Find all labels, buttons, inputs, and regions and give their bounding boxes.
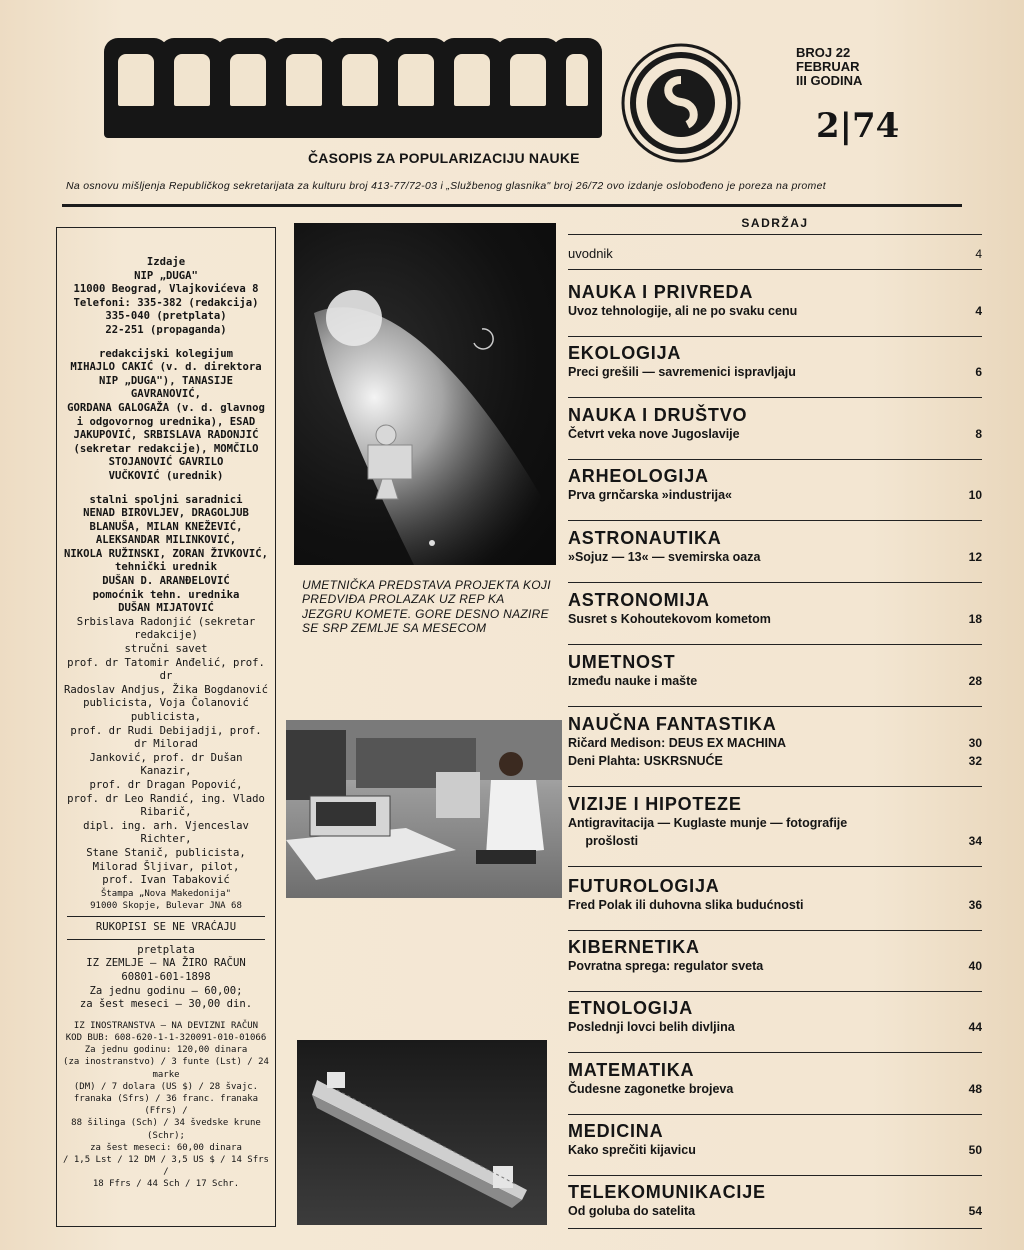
colophon-line: za šest meseci: 60,00 dinara <box>90 1142 242 1153</box>
page-number: 4 <box>975 247 982 261</box>
colophon-line: 11000 Beograd, Vlajkovićeva 8 <box>73 283 259 296</box>
colophon-line: prof. dr Rudi Debijadji, prof. dr Milorad <box>70 724 262 751</box>
article-title: Poslednji lovci belih divljina <box>568 1020 735 1034</box>
page-number: 4 <box>975 304 982 318</box>
article-title: Od goluba do satelita <box>568 1204 696 1218</box>
article-entry <box>568 672 982 690</box>
article-entry <box>568 1080 982 1098</box>
colophon-line: za šest meseci – 30,00 din. <box>79 998 253 1011</box>
article-title: Susret s Kohoutekovom kometom <box>568 612 771 626</box>
article-title: Između nauke i mašte <box>568 674 698 688</box>
contents-entry <box>568 998 982 1053</box>
collaborators-block <box>61 494 271 616</box>
colophon-line: NIKOLA RUŽINSKI, ZORAN ŽIVKOVIĆ, <box>63 547 269 560</box>
colophon-line: NENAD BIROVLJEV, DRAGOLJUB <box>83 507 249 520</box>
table-of-contents <box>568 216 982 1218</box>
article-entry <box>568 832 982 850</box>
colophon-line: Janković, prof. dr Dušan Kanazir, <box>89 751 243 778</box>
contents-entry <box>568 245 982 270</box>
section-title: EKOLOGIJA <box>568 343 682 363</box>
contents-entry <box>568 1182 982 1229</box>
contents-entry <box>568 794 982 867</box>
colophon-line: prof. dr Dragan Popović, <box>89 778 243 791</box>
comet-probe-illustration <box>294 223 556 565</box>
page-number: 18 <box>968 612 982 626</box>
article-entry <box>568 486 982 504</box>
article-entry <box>568 734 982 752</box>
page-number: 40 <box>968 959 982 973</box>
colophon-line: pretplata <box>137 943 195 956</box>
article-title: »Sojuz — 13« — svemirska oaza <box>568 550 761 564</box>
article-title: Ričard Medison: DEUS EX MACHINA <box>568 736 787 750</box>
colophon-line: redakcijski kolegijum <box>99 347 233 360</box>
section-title: ASTRONOMIJA <box>568 590 710 610</box>
page-number: 28 <box>968 674 982 688</box>
colophon-line: ALEKSANDAR MILINKOVIĆ, <box>95 534 237 547</box>
article-entry <box>568 1202 982 1220</box>
page-number: 30 <box>968 736 982 750</box>
colophon-line: prof. dr Leo Randić, ing. Vlado Ribarič, <box>67 792 265 819</box>
contents-entry <box>568 590 982 645</box>
article-entry <box>568 302 982 320</box>
colophon-line: 60801-601-1898 <box>121 970 211 983</box>
article-title: Uvoz tehnologije, ali ne po svaku cenu <box>568 304 798 318</box>
publisher-block <box>61 256 271 338</box>
colophon-line: Stane Stanič, publicista, <box>86 846 246 859</box>
section-title: VIZIJE I HIPOTEZE <box>568 794 742 814</box>
galaxy-emblem-icon <box>620 42 742 164</box>
article-title: prošlosti <box>568 834 639 848</box>
colophon-line: Za jednu godinu: 120,00 dinara <box>84 1045 248 1056</box>
issue-info <box>796 46 862 88</box>
contents-entry <box>568 714 982 787</box>
page-number: 44 <box>968 1020 982 1034</box>
contents-entry <box>568 528 982 583</box>
section-title: MEDICINA <box>568 1121 664 1141</box>
article-title: Prva grnčarska »industrija« <box>568 488 732 502</box>
article-title: Fred Polak ili duhovna slika budućnosti <box>568 898 804 912</box>
colophon-line: DUŠAN MIJATOVIĆ <box>118 602 214 615</box>
colophon-line: Radoslav Andjus, Žika Bogdanović <box>63 683 269 696</box>
colophon-line: (za inostranstvo) / 3 funte (Lst) / 24 marke <box>63 1057 269 1080</box>
colophon-line: VUČKOVIĆ (urednik) <box>108 469 224 482</box>
divider <box>62 204 962 207</box>
page-number: 34 <box>968 834 982 848</box>
article-title: Antigravitacija — Kuglaste munje — fotografije <box>568 816 848 830</box>
computer-room-photo <box>286 720 562 898</box>
colophon-line: IZ ZEMLJE – NA ŽIRO RAČUN <box>86 957 246 970</box>
colophon-box <box>56 227 276 1227</box>
contents-entry <box>568 1060 982 1115</box>
page-number: 36 <box>968 898 982 912</box>
page-number: 6 <box>975 365 982 379</box>
article-entry <box>568 1018 982 1036</box>
article-entry <box>568 1141 982 1159</box>
colophon-line: / 1,5 Lst / 12 DM / 3,5 US $ / 14 Sfrs / <box>63 1154 269 1178</box>
issue-code: 2|74 <box>816 106 900 146</box>
contents-entry <box>568 937 982 992</box>
colophon-line: 22-251 (propaganda) <box>105 323 227 336</box>
colophon-line: Izdaje <box>146 256 186 268</box>
section-title: MATEMATIKA <box>568 1060 695 1080</box>
section-title: TELEKOMUNIKACIJE <box>568 1182 766 1202</box>
article-title: uvodnik <box>568 246 613 261</box>
section-title: UMETNOST <box>568 652 676 672</box>
colophon-line: franaka (Sfrs) / 36 franc. franaka (Ffrs) / <box>73 1093 259 1117</box>
article-entry <box>568 548 982 566</box>
issue-month: FEBRUAR <box>796 59 860 74</box>
contents-entry <box>568 466 982 521</box>
colophon-line: stručni savet <box>124 643 208 656</box>
article-entry <box>568 752 982 770</box>
printer-block <box>61 888 271 912</box>
section-title: ARHEOLOGIJA <box>568 466 709 486</box>
colophon-line: JAKUPOVIĆ, SRBISLAVA RADONJIĆ <box>73 429 259 442</box>
colophon-line: DUŠAN D. ARANĐELOVIĆ <box>102 575 230 588</box>
colophon-line: prof. Ivan Tabaković <box>102 874 230 887</box>
colophon-line: Štampa „Nova Makedonija" <box>100 888 232 899</box>
colophon-line: Telefoni: 335-382 (redakcija) <box>73 296 259 309</box>
page-number: 32 <box>968 754 982 768</box>
page-number: 8 <box>975 427 982 441</box>
colophon-line: 18 Ffrs / 44 Sch / 17 Schr. <box>92 1179 240 1190</box>
colophon-line: publicista, Voja Čolanović publicista, <box>83 697 249 723</box>
colophon-line: NIP „DUGA" <box>134 269 198 282</box>
article-entry <box>568 610 982 628</box>
magazine-subtitle: ČASOPIS ZA POPULARIZACIJU NAUKE <box>308 150 580 166</box>
article-entry <box>568 896 982 914</box>
image-caption: UMETNIČKA PREDSTAVA PROJEKTA KOJI PREDVIĐA PROLAZAK UZ REP KA JEZGRU KOMETE. GORE DESNO NAZIRE SE SRP ZEMLJE SA MESECOM <box>302 578 551 636</box>
article-entry <box>568 363 982 381</box>
colophon-line: Milorad Šljivar, pilot, <box>92 860 240 873</box>
page-number: 54 <box>968 1204 982 1218</box>
colophon-line: IZ INOSTRANSTVA – NA DEVIZNI RAČUN <box>73 1020 259 1031</box>
article-entry <box>568 814 982 832</box>
colophon-line: dipl. ing. arh. Vjenceslav Richter, <box>83 819 249 846</box>
colophon-line: Za jednu godinu – 60,00; <box>89 984 243 997</box>
contents-entry <box>568 876 982 931</box>
issue-number-label: BROJ 22 <box>796 45 851 60</box>
section-title: FUTUROLOGIJA <box>568 876 720 896</box>
colophon-line: NIP „DUGA"), TANASIJE GAVRANOVIĆ, <box>99 374 233 401</box>
foreign-subscription-block <box>61 1020 271 1191</box>
page-number: 48 <box>968 1082 982 1096</box>
article-title: Povratna sprega: regulator sveta <box>568 959 764 973</box>
contents-entry <box>568 1121 982 1176</box>
article-title: Preci grešili — savremenici ispravljaju <box>568 365 796 379</box>
colophon-line: GORDANA GALOGAŽA (v. d. glavnog <box>67 401 265 414</box>
contents-entry <box>568 343 982 398</box>
article-title: Kako sprečiti kijavicu <box>568 1143 696 1157</box>
tanker-ship-photo <box>297 1040 547 1225</box>
issue-year: III GODINA <box>796 73 863 88</box>
colophon-line: STOJANOVIĆ GAVRILO <box>108 456 224 469</box>
page-number: 50 <box>968 1143 982 1157</box>
section-title: NAUKA I DRUŠTVO <box>568 405 748 425</box>
article-title: Čudesne zagonetke brojeva <box>568 1082 734 1096</box>
page-number: 12 <box>968 550 982 564</box>
manuscripts-notice: RUKOPISI SE NE VRAĆAJU <box>95 921 237 934</box>
editorial-board-block <box>61 348 271 484</box>
article-entry <box>568 245 982 263</box>
colophon-line: BLANUŠA, MILAN KNEŽEVIĆ, <box>89 520 243 533</box>
contents-entry <box>568 405 982 460</box>
colophon-line: Srbislava Radonjić (sekretar redakcije) <box>76 615 256 642</box>
contents-entry <box>568 282 982 337</box>
colophon-line: (DM) / 7 dolara (US $) / 28 švajc. <box>73 1081 259 1092</box>
tax-notice: Na osnovu mišljenja Republičkog sekretarijata za kulturu broj 413-77/72-03 i „Službenog glasnika" broj 26/72 ovo izdanje oslobođeno je poreza na promet <box>66 180 826 192</box>
colophon-line: MIHAJLO CAKIĆ (v. d. direktora <box>70 361 262 374</box>
expert-council-block <box>61 616 271 888</box>
colophon-line: 91000 Skopje, Bulevar JNA 68 <box>90 900 242 911</box>
page-number: 10 <box>968 488 982 502</box>
section-title: ASTRONAUTIKA <box>568 528 722 548</box>
article-entry <box>568 425 982 443</box>
article-title: Četvrt veka nove Jugoslavije <box>568 427 740 441</box>
contents-entry <box>568 652 982 707</box>
colophon-line: prof. dr Tatomir Anđelić, prof. dr <box>67 656 265 683</box>
article-entry <box>568 957 982 975</box>
section-title: ETNOLOGIJA <box>568 998 694 1018</box>
colophon-line: tehnički urednik <box>114 561 218 574</box>
subscription-block <box>61 944 271 1012</box>
colophon-line: (sekretar redakcije), MOMČILO <box>73 442 259 455</box>
colophon-line: stalni spoljni saradnici <box>89 493 243 506</box>
colophon-line: pomoćnik tehn. urednika <box>92 588 240 601</box>
section-title: KIBERNETIKA <box>568 937 700 957</box>
colophon-line: KOD BUB: 608-620-1-1-320091-010-01066 <box>65 1032 267 1043</box>
section-title: NAUKA I PRIVREDA <box>568 282 754 302</box>
colophon-line: 335-040 (pretplata) <box>105 310 227 323</box>
article-title: Deni Plahta: USKRSNUĆE <box>568 754 723 768</box>
galaksija-logo <box>104 38 602 142</box>
contents-heading: SADRŽAJ <box>568 216 982 235</box>
colophon-line: 88 šilinga (Sch) / 34 švedske krune (Schr); <box>71 1118 261 1141</box>
colophon-line: i odgovornog urednika), ESAD <box>76 415 256 428</box>
section-title: NAUČNA FANTASTIKA <box>568 714 777 734</box>
